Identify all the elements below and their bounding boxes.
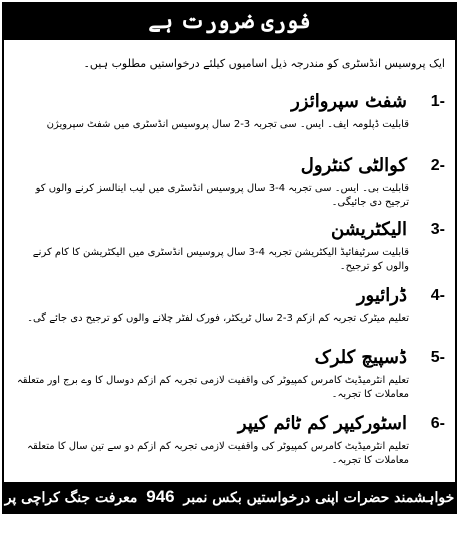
job-item-driver [10,284,445,326]
item-title: الیکٹریشن [331,219,407,240]
footer-text-before: خواہشمند حضرات اپنی درخواستیں بکس نمبر [183,490,455,506]
item-description: تعلیم میٹرک تجربہ کم ازکم 3-2 سال ٹریکٹر، فورک لفٹر چلانے والوں کو ترجیح دی جائے گی۔ [27,313,409,324]
footer-text-after: معرفت جنگ کراچی پر بھیج دیں [4,490,255,536]
item-description: قابلیت سرٹیفائیڈ الیکٹریشن تجربہ 4-3 سال پروسیس انڈسٹری میں الیکٹریشن کا کام کرنے والوں کو ترجیح۔ [32,247,409,272]
item-title: اسٹورکیپر کم ٹائم کیپر [237,413,407,434]
box-number: 946 [146,487,175,506]
item-number: 6- [430,415,445,432]
item-number: 1- [430,93,445,110]
item-number: 2- [430,157,445,174]
item-number: 4- [430,287,445,304]
job-item-electrician [10,218,445,274]
item-title: ڈسپیچ کلرک [314,347,407,368]
item-description: تعلیم انٹرمیڈیٹ کامرس کمپیوٹر کی واقفیت لازمی تجربہ کم ازکم دو سے تین سال کا متعلقہ معاملات کا تجربہ۔ [27,441,409,466]
page-title [4,4,455,40]
item-number: 3- [430,221,445,238]
footer-instruction [4,482,455,536]
item-description: تعلیم انٹرمیڈیٹ کامرس کمپیوٹر کی واقفیت لازمی تجربہ کم ازکم دوسال کا وے برج اور متعلقہ معاملات کا تجربہ۔ [16,375,409,400]
job-item-dispatch-clerk [10,346,445,402]
header-title: فوری ضرورت ہے [148,8,311,33]
item-title: ڈرائیور [356,285,407,306]
job-item-storekeeper [10,412,445,468]
job-item-quality-control [10,154,445,210]
item-description: قابلیت بی۔ ایس۔ سی تجربہ 4-3 سال پروسیس انڈسٹری میں لیب اینالسز کرنے والوں کو ترجیح دی جائیگی۔ [35,183,409,208]
item-description: قابلیت ڈپلومہ ایف۔ ایس۔ سی تجربہ 3-2 سال پروسیس انڈسٹری میں شفٹ سپرویژن [46,119,409,130]
intro-text: ایک پروسیس انڈسٹری کو مندرجہ ذیل اسامیوں کیلئے درخواستیں مطلوب ہیں۔ [83,57,445,70]
item-number: 5- [430,349,445,366]
item-title: کوالٹی کنٹرول [300,155,407,176]
advertisement-frame [2,2,457,536]
item-title: شفٹ سپروائزر [291,91,407,112]
job-item-shift-supervisor [10,90,445,132]
